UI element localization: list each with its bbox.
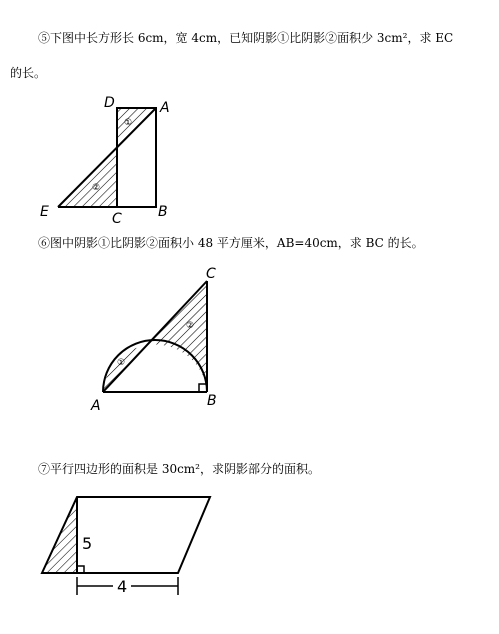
label-b: B	[158, 204, 168, 220]
region-1-label: ①	[117, 358, 126, 368]
right-angle-mark	[77, 566, 84, 573]
label-a: A	[160, 100, 170, 116]
region-2-label: ②	[186, 321, 195, 331]
label-c: C	[206, 266, 216, 282]
base-label: 4	[117, 577, 128, 596]
problem-5-text-line2: 的长。	[10, 66, 47, 80]
problem-7-text: ⑦平行四边形的面积是 30cm²，求阴影部分的面积。	[38, 462, 320, 476]
region-2-label: ②	[92, 183, 101, 193]
problem-6-text: ⑥图中阴影①比阴影②面积小 48 平方厘米，AB=40cm，求 BC 的长。	[38, 236, 424, 250]
height-label: 5	[82, 534, 93, 553]
region-1-label: ①	[124, 118, 133, 128]
label-d: D	[104, 95, 115, 111]
label-b: B	[207, 393, 217, 409]
label-c: C	[112, 211, 122, 227]
label-a: A	[91, 398, 101, 414]
problem-5-text-line1: ⑤下图中长方形长 6cm，宽 4cm，已知阴影①比阴影②面积少 3cm²，求 EC	[38, 31, 454, 45]
label-e: E	[40, 204, 49, 220]
